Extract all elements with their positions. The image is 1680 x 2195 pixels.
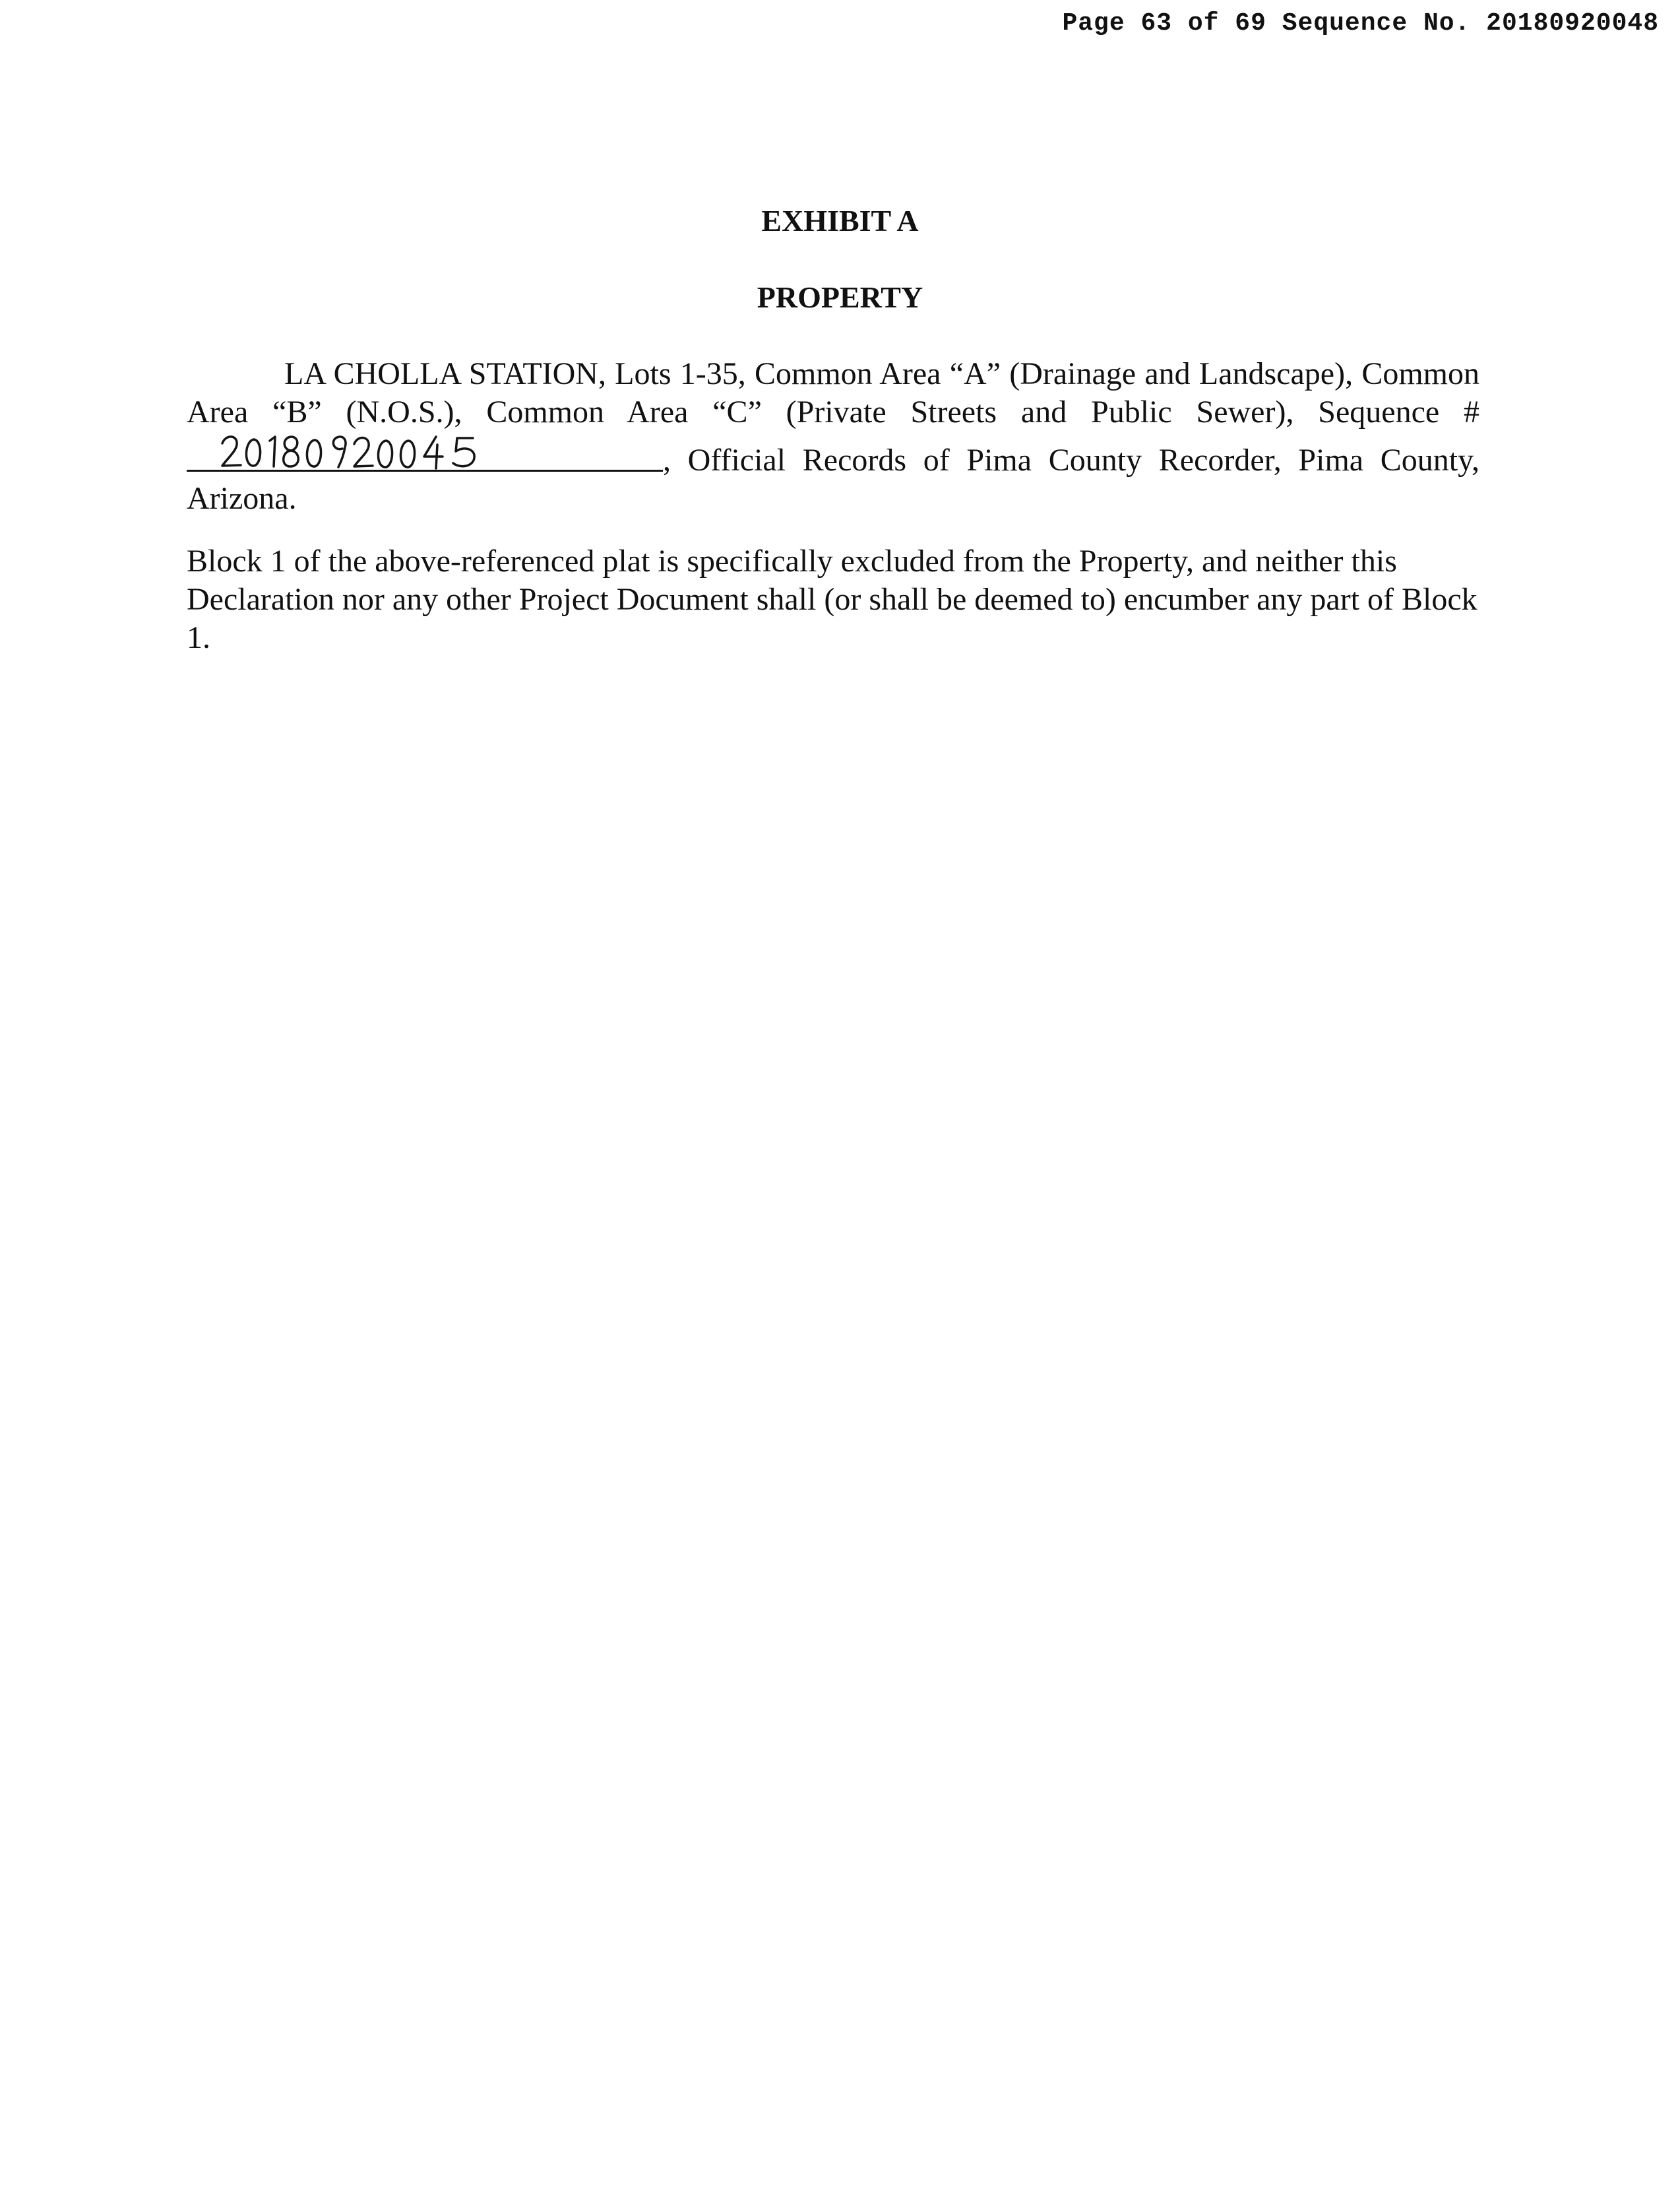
paragraph-text-after-blank: , Official Records of Pima County Recorder, Pima County, Arizona. [187,443,1479,516]
exhibit-title: EXHIBIT A [761,204,919,238]
recording-stamp: Page 63 of 69 Sequence No. 20180920048 [1062,9,1659,38]
sequence-number-blank [187,431,663,472]
paragraph-text-before-blank: LA CHOLLA STATION, Lots 1-35, Common Area “A” (Drainage and Landscape), Common Area “B” (N.O.S.), Common Area “C” (Private Streets and Public Sewer), Sequence # [187,356,1479,429]
handwritten-sequence-number [218,429,509,472]
property-description-paragraph [187,355,1479,518]
section-title: PROPERTY [757,280,923,314]
block-exclusion-paragraph: Block 1 of the above-referenced plat is specifically excluded from the Property, and neither this Declaration nor any other Project Document shall (or shall be deemed to) encumber any part of Block 1. [187,544,1478,655]
